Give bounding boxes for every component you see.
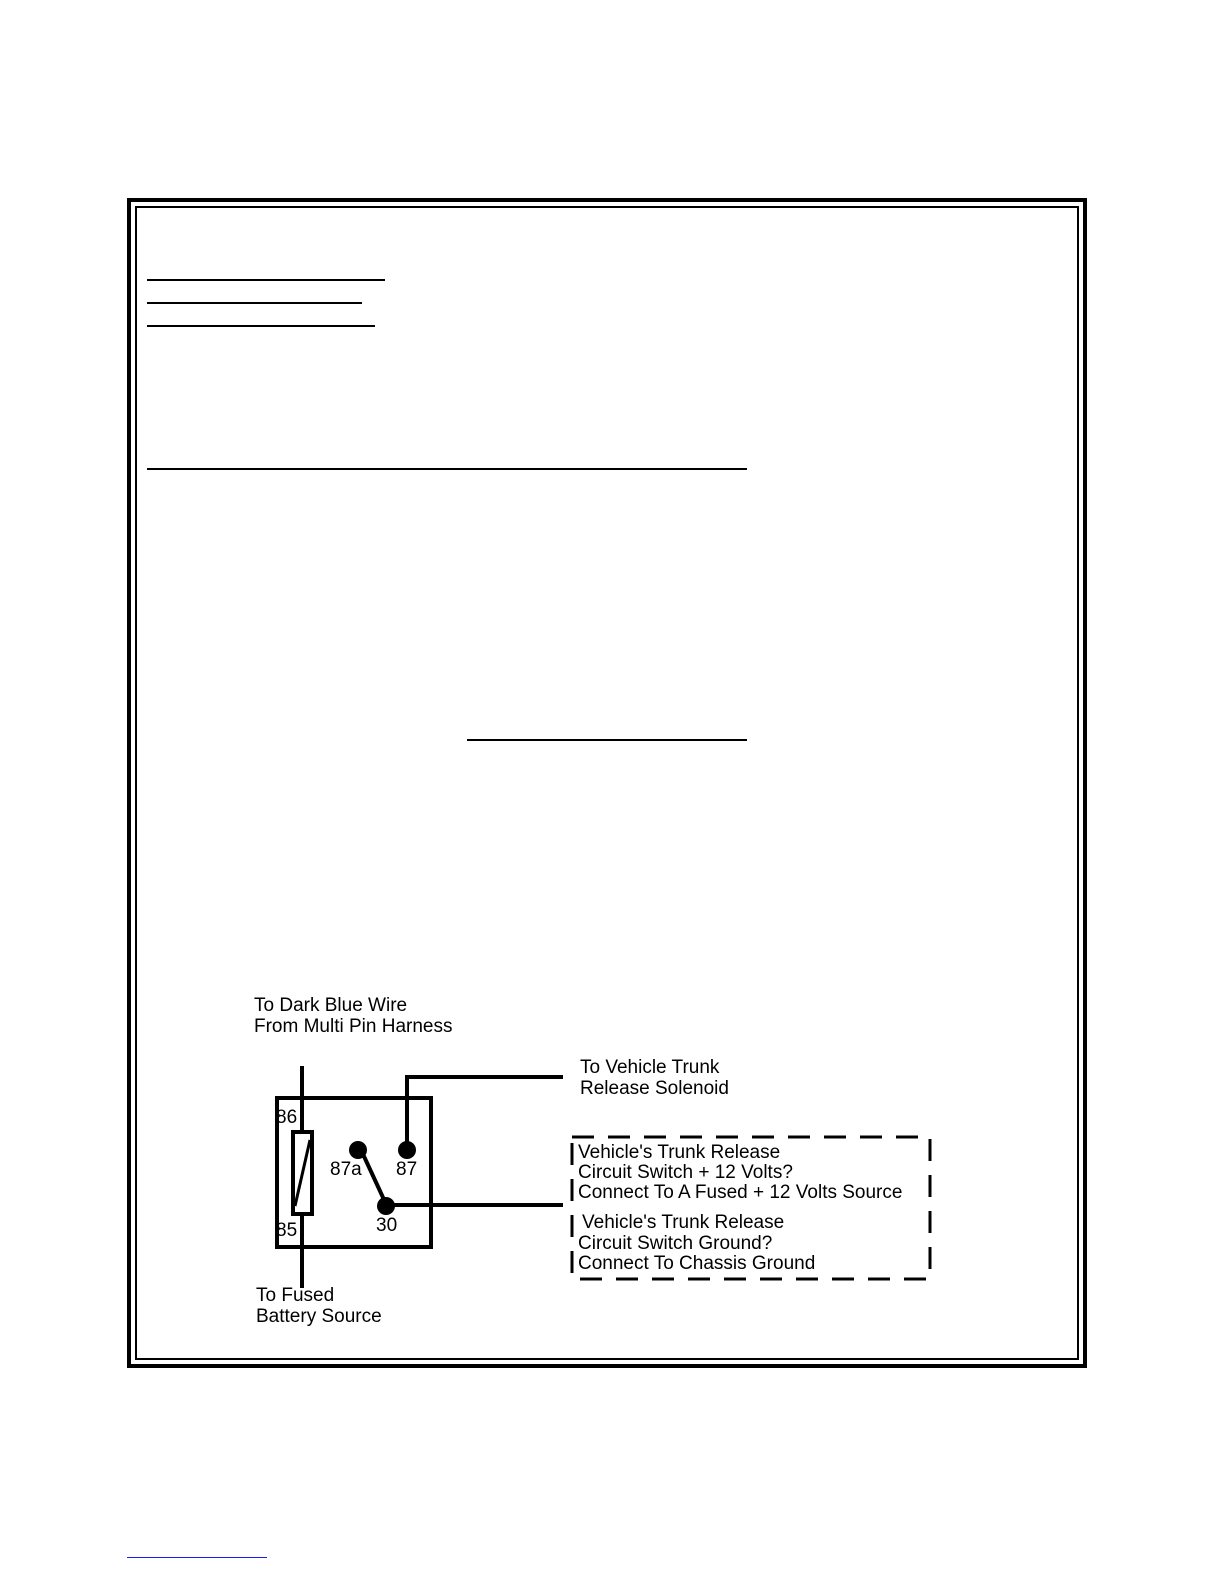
relay-switch-arm <box>362 1152 386 1204</box>
bottom-wire-label-line1: To Fused <box>256 1285 335 1306</box>
top-wire-label-line2: From Multi Pin Harness <box>254 1016 453 1037</box>
top-wire-label-line1: To Dark Blue Wire <box>254 995 408 1016</box>
pin-85-label: 85 <box>276 1220 298 1241</box>
pin-30-label: 30 <box>376 1215 398 1236</box>
option1-line1: Vehicle's Trunk Release <box>578 1142 781 1163</box>
option2-line2: Circuit Switch Ground? <box>578 1233 773 1254</box>
option2-line1: Vehicle's Trunk Release <box>582 1212 785 1233</box>
option1-line2: Circuit Switch + 12 Volts? <box>578 1162 793 1183</box>
footer-link-underline[interactable] <box>127 1557 267 1558</box>
solenoid-label-line1: To Vehicle Trunk <box>580 1057 720 1078</box>
pin-87-label: 87 <box>396 1159 418 1180</box>
pin-86-label: 86 <box>276 1107 298 1128</box>
option1-line3: Connect To A Fused + 12 Volts Source <box>578 1182 903 1203</box>
option2-line3: Connect To Chassis Ground <box>578 1253 816 1274</box>
pin-87a-label: 87a <box>330 1159 362 1180</box>
solenoid-label-line2: Release Solenoid <box>580 1078 729 1099</box>
bottom-wire-label-line2: Battery Source <box>256 1306 382 1327</box>
